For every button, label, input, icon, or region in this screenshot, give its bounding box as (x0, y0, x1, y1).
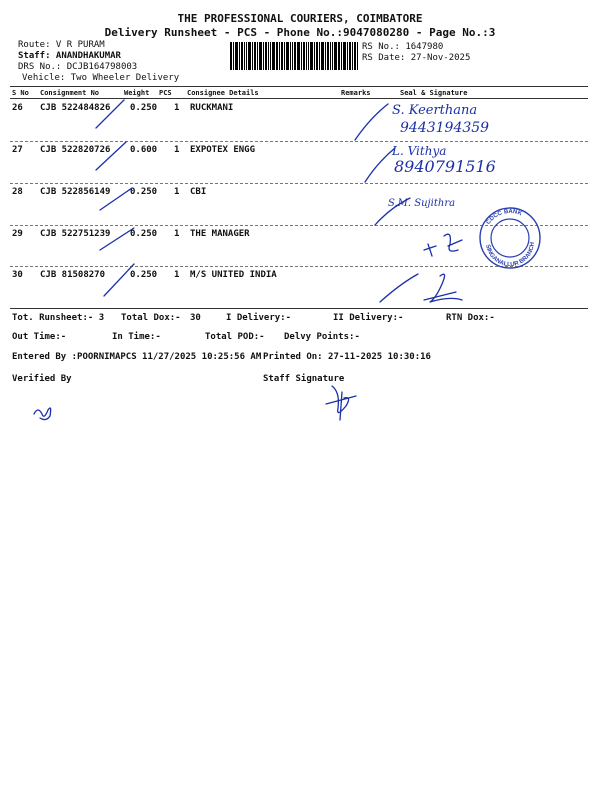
row-29-sno: 29 (12, 229, 23, 239)
printed-on: Printed On: 27-11-2025 10:30:16 (263, 352, 431, 362)
row-28-consignee: CBI (190, 187, 207, 197)
stamp-top-text: CDCC BANK (485, 208, 523, 226)
delvy-points: Delvy Points:- (284, 332, 360, 342)
row-30-signature (424, 274, 462, 302)
row-29-consignee: THE MANAGER (190, 229, 250, 239)
row-26-consignee: RUCKMANI (190, 103, 234, 113)
row-30-weight: 0.250 (130, 270, 158, 280)
out-time: Out Time:- (12, 332, 67, 342)
stamp-bottom-text: SINGANALLUR BRANCH (484, 241, 537, 269)
row-28-sno: 28 (12, 187, 23, 197)
total-pod: Total POD:- (205, 332, 265, 342)
row-26-stroke (355, 104, 388, 140)
vehicle-label: Vehicle: Two Wheeler Delivery (22, 73, 180, 83)
row-26-tick (96, 100, 124, 128)
row-28-weight: 0.250 (130, 187, 158, 197)
row-27-weight: 0.600 (130, 145, 158, 155)
company-title: THE PROFESSIONAL COURIERS, COIMBATORE (177, 12, 423, 25)
staff-signature-label: Staff Signature (263, 374, 345, 384)
i-delivery: I Delivery:- (226, 313, 292, 323)
row-27-signature-phone: 8940791516 (394, 157, 496, 176)
drs-label: DRS No.: DCJB164798003 (18, 62, 138, 72)
col-seal-signature: Seal & Signature (400, 89, 468, 97)
row-30-sno: 30 (12, 270, 23, 280)
row-28-tick (100, 188, 132, 210)
row-26-weight: 0.250 (130, 103, 158, 113)
route-label: Route: V R PURAM (18, 40, 105, 50)
rtn-dox: RTN Dox:- (446, 313, 495, 323)
row-30-tick (104, 264, 134, 296)
col-consignee: Consignee Details (187, 89, 259, 97)
row-29-consignment: CJB 522751239 (40, 229, 111, 239)
col-consignment: Consignment No (40, 89, 100, 97)
row-30-stroke (380, 274, 418, 302)
row-26-pcs: 1 (174, 103, 180, 113)
total-runsheet: Tot. Runsheet:- 3 (12, 313, 105, 323)
row-27-stroke (365, 148, 395, 182)
row-27-sno: 27 (12, 145, 23, 155)
row-27-consignee: EXPOTEX ENGG (190, 145, 256, 155)
row-26-signature-name: S. Keerthana (392, 103, 478, 118)
verified-signature (34, 408, 51, 420)
bank-stamp (480, 208, 540, 268)
row-29-signature (424, 234, 462, 256)
staff-signature (326, 386, 356, 420)
verified-by: Verified By (12, 374, 72, 384)
svg-text:SINGANALLUR BRANCH (484, 242, 536, 268)
row-28-consignment: CJB 522856149 (40, 187, 111, 197)
row-28-signature: S.M. Sujithra (388, 198, 456, 209)
ii-delivery: II Delivery:- (333, 313, 404, 323)
row-30-consignment: CJB 81508270 (40, 270, 106, 280)
row-26-signature-phone: 9443194359 (400, 120, 490, 136)
col-pcs: PCS (159, 89, 172, 97)
col-remarks: Remarks (341, 89, 371, 97)
rs-date: RS Date: 27-Nov-2025 (362, 53, 471, 63)
total-dox-label: Total Dox:- (121, 313, 181, 323)
row-27-pcs: 1 (174, 145, 180, 155)
row-26-consignment: CJB 522484826 (40, 103, 111, 113)
in-time: In Time:- (112, 332, 161, 342)
staff-label: Staff: ANANDHAKUMAR (18, 51, 121, 61)
row-29-weight: 0.250 (130, 229, 158, 239)
rs-number: RS No.: 1647980 (362, 42, 444, 52)
row-29-tick (100, 228, 134, 250)
row-29-pcs: 1 (174, 229, 180, 239)
svg-text:CDCC BANK (486, 209, 524, 226)
runsheet-subtitle: Delivery Runsheet - PCS - Phone No.:9047080280 - Page No.:3 (104, 26, 496, 39)
col-weight: Weight (124, 89, 150, 97)
row-26-sno: 26 (12, 103, 23, 113)
row-30-pcs: 1 (174, 270, 180, 280)
row-28-pcs: 1 (174, 187, 180, 197)
row-27-signature-name: L. Vithya (392, 144, 447, 158)
row-27-tick (96, 142, 126, 170)
total-dox-value: 30 (190, 313, 201, 323)
col-sno: S No (12, 89, 29, 97)
row-27-consignment: CJB 522820726 (40, 145, 111, 155)
row-30-consignee: M/S UNITED INDIA (190, 270, 277, 280)
entered-by: Entered By :POORNIMAPCS 11/27/2025 10:25:56 AM (12, 352, 262, 362)
